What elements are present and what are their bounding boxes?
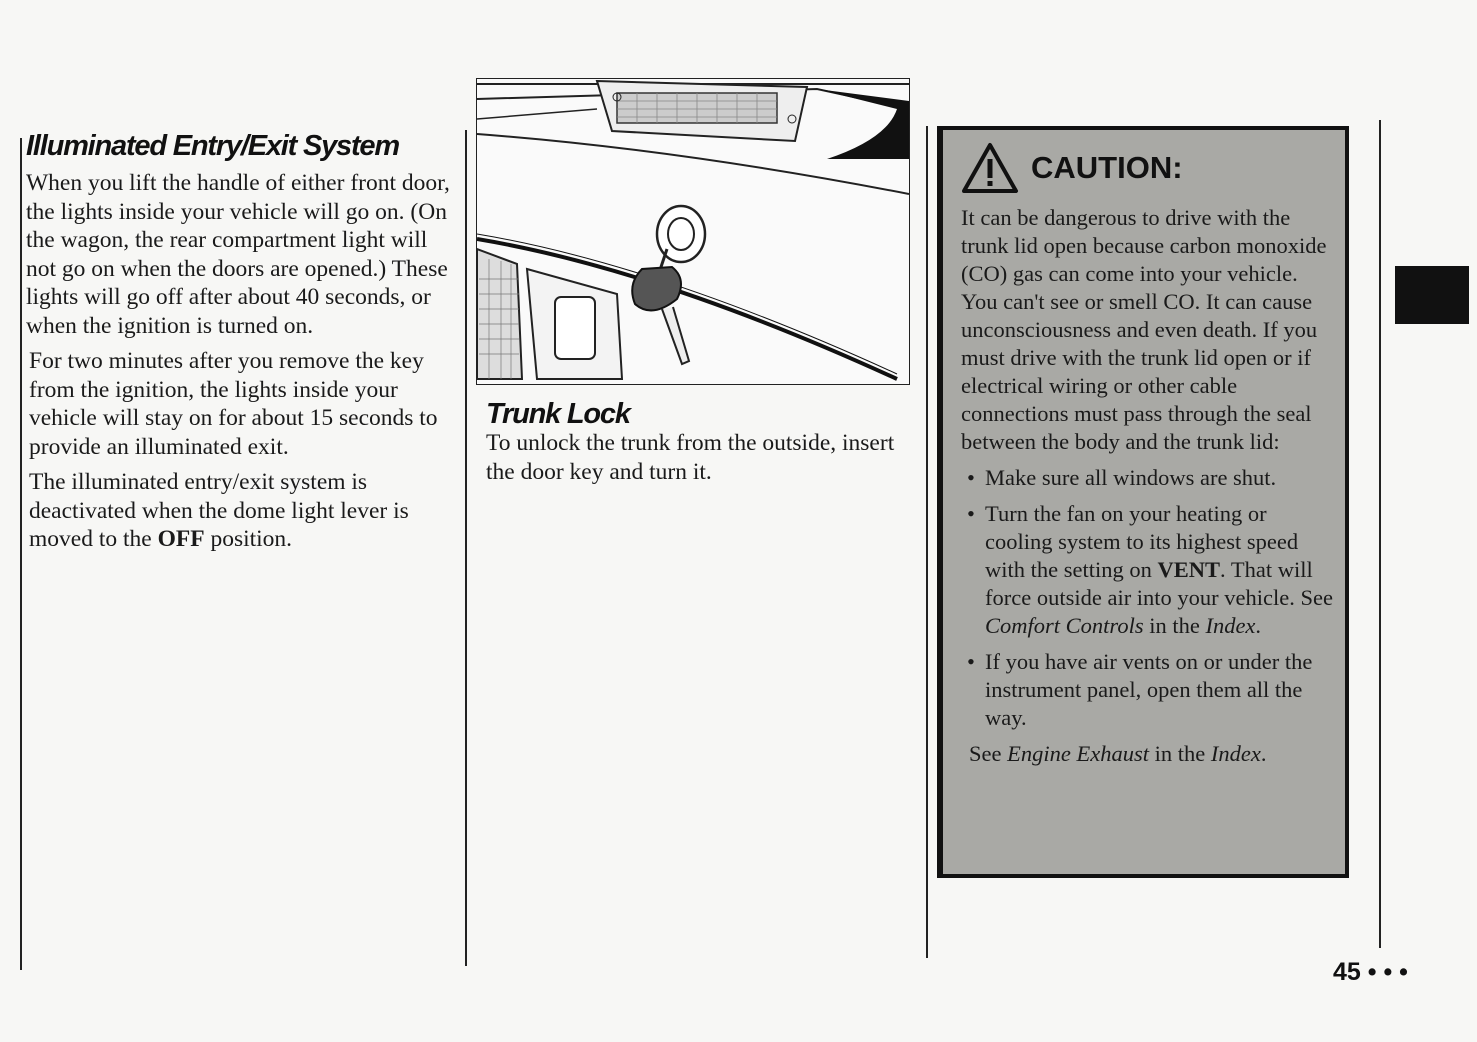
list-item: • If you have air vents on or under the instrument panel, open them all the way. [961, 648, 1333, 732]
middle-column [486, 398, 906, 493]
page-number: 45 • • • [1333, 958, 1408, 986]
paragraph-deactivate [26, 468, 454, 554]
engine-exhaust-reference: Engine Exhaust [1007, 741, 1149, 766]
footer-text: in the [1148, 741, 1211, 766]
paragraph-entry: When you lift the handle of either front door, the lights inside your vehicle will go on. (On the wagon, the rear compartment light will not go on when the doors are opened.) These lights will go off after about 40 seconds, or when the ignition is turned on. [26, 170, 450, 339]
section-heading-trunk-lock: Trunk Lock [486, 398, 630, 430]
caution-bullets [961, 464, 1333, 732]
bullet-text: Turn the fan on your heating or cooling system to its highest speed with the setting on [985, 501, 1299, 582]
comfort-controls-reference: Comfort Controls [985, 613, 1144, 638]
column-rule-mid-right [926, 126, 928, 958]
trunk-lock-illustration [476, 78, 910, 385]
trunk-key-drawing [477, 79, 909, 384]
caution-footer [961, 740, 1333, 768]
column-rule-left [20, 138, 22, 970]
warning-triangle-icon [961, 142, 1019, 194]
caution-intro: It can be dangerous to drive with the trunk lid open because carbon monoxide (CO) gas can come into your vehicle. You can't see or smell CO. It can cause unconsciousness and even death. If you must drive with the trunk lid open or if electrical wiring or other cable connections must pass through the seal between the body and the trunk lid: [961, 205, 1327, 454]
paragraph-deactivate-text: The illuminated entry/exit system is deactivated when the dome light lever is moved to the [29, 469, 409, 552]
column-rule-right [1379, 120, 1381, 948]
footer-text: . [1260, 741, 1267, 766]
paragraph-exit: For two minutes after you remove the key from the ignition, the lights inside your vehicle will stay on for about 15 seconds to provide an illuminated exit. [29, 348, 438, 460]
section-tab-marker [1395, 266, 1469, 324]
vent-label: VENT [1157, 557, 1221, 582]
bullet-text: . That will force outside air into your vehicle. See [985, 557, 1334, 610]
caution-title: CAUTION: [1031, 150, 1183, 185]
index-reference: Index [1210, 741, 1261, 766]
caution-box [937, 126, 1349, 878]
caution-header [961, 142, 1333, 194]
list-item: • Make sure all windows are shut. [961, 464, 1333, 492]
paragraph-trunk-unlock: To unlock the trunk from the outside, insert the door key and turn it. [486, 430, 895, 485]
left-column [26, 130, 454, 561]
paragraph-deactivate-end: position. [204, 526, 293, 552]
list-item [961, 500, 1333, 640]
bullet-text: . [1255, 613, 1262, 638]
column-rule-mid-left [465, 130, 467, 966]
off-label: OFF [157, 526, 205, 552]
bullet-text: in the [1143, 613, 1206, 638]
footer-text: See [969, 741, 1008, 766]
section-heading-illuminated-entry: Illuminated Entry/Exit System [26, 130, 399, 162]
index-reference: Index [1205, 613, 1256, 638]
